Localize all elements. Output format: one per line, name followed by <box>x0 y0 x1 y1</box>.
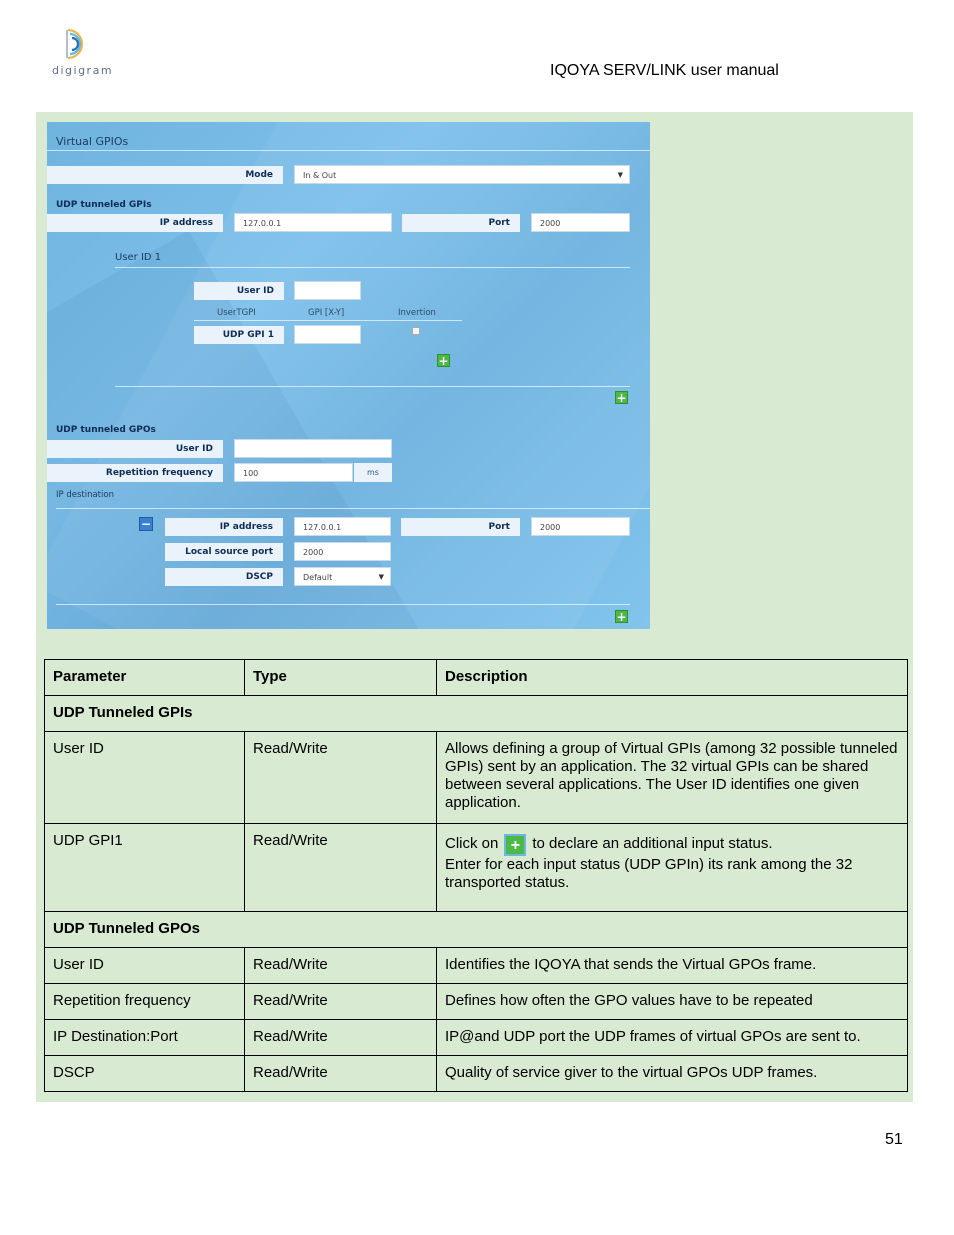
section-gpos: UDP Tunneled GPOs <box>45 912 908 948</box>
dest-port-input[interactable]: 2000 <box>531 517 630 536</box>
chevron-down-icon: ▼ <box>378 573 384 581</box>
col-gpi-range: GPI [X-Y] <box>308 308 345 318</box>
dscp-select[interactable] <box>294 567 391 586</box>
cell-param: User ID <box>45 732 245 824</box>
udp-gpi-label: UDP GPI 1 <box>194 326 284 344</box>
desc-line2: Enter for each input status (UDP GPIn) its rank among the 32 transported status. <box>445 856 853 891</box>
mode-label: Mode <box>47 166 283 184</box>
cell-type: Read/Write <box>245 984 437 1020</box>
cell-desc: Allows defining a group of Virtual GPIs (among 32 possible tunneled GPIs) sent by an application. The 32 virtual GPIs can be shared between several applications. The User ID identifies one given application. <box>437 732 908 824</box>
logo-text: digigram <box>52 64 114 77</box>
header-type: Type <box>245 660 437 696</box>
cell-desc: Defines how often the GPO values have to be repeated <box>437 984 908 1020</box>
ms-unit: ms <box>354 463 392 482</box>
parameter-table <box>44 659 908 1092</box>
cell-type: Read/Write <box>245 1056 437 1092</box>
ip-destination-title: IP destination <box>56 490 114 500</box>
dest-ip-label: IP address <box>165 518 283 536</box>
user-id-input[interactable] <box>294 281 361 300</box>
udp-gpi-input[interactable] <box>294 325 361 344</box>
table-row <box>45 824 908 912</box>
divider <box>56 508 650 509</box>
dest-ip-input[interactable]: 127.0.0.1 <box>294 517 391 536</box>
section-gpis: UDP Tunneled GPIs <box>45 696 908 732</box>
cell-param: DSCP <box>45 1056 245 1092</box>
cell-desc: IP@and UDP port the UDP frames of virtual GPOs are sent to. <box>437 1020 908 1056</box>
cell-desc: Identifies the IQOYA that sends the Virtual GPOs frame. <box>437 948 908 984</box>
panel-title: Virtual GPIOs <box>56 135 129 148</box>
gpis-section-title: UDP tunneled GPIs <box>56 200 152 210</box>
dest-port-label: Port <box>401 518 520 536</box>
dscp-value: Default <box>303 573 333 582</box>
divider <box>115 267 630 268</box>
add-destination-button[interactable]: + <box>616 610 627 624</box>
table-header-row <box>45 660 908 696</box>
virtual-gpios-screenshot <box>47 122 650 629</box>
cell-type: Read/Write <box>245 1020 437 1056</box>
logo-mark-icon <box>64 26 98 62</box>
local-source-port-label: Local source port <box>165 543 283 561</box>
mode-select[interactable] <box>294 165 630 184</box>
cell-param: Repetition frequency <box>45 984 245 1020</box>
add-user-button[interactable]: + <box>616 391 627 405</box>
header-description: Description <box>437 660 908 696</box>
gpo-user-id-input[interactable] <box>234 439 392 458</box>
gpos-section-title: UDP tunneled GPOs <box>56 425 156 435</box>
ip-address-label: IP address <box>47 214 223 232</box>
section-row <box>45 912 908 948</box>
table-row <box>45 732 908 824</box>
cell-type: Read/Write <box>245 824 437 912</box>
cell-param: IP Destination:Port <box>45 1020 245 1056</box>
repetition-frequency-input[interactable]: 100 <box>234 463 353 482</box>
table-row <box>45 1056 908 1092</box>
divider <box>47 150 650 151</box>
desc-pre: Click on <box>445 835 499 852</box>
port-label: Port <box>402 214 520 232</box>
cell-desc: Quality of service giver to the virtual GPOs UDP frames. <box>437 1056 908 1092</box>
dscp-label: DSCP <box>165 568 283 586</box>
remove-destination-button[interactable]: − <box>140 517 152 531</box>
divider <box>56 604 630 605</box>
divider <box>115 386 630 387</box>
mode-value: In & Out <box>303 171 337 180</box>
cell-param: UDP GPI1 <box>45 824 245 912</box>
invertion-checkbox[interactable] <box>412 327 420 335</box>
desc-post: to declare an additional input status. <box>532 835 773 852</box>
cell-type: Read/Write <box>245 948 437 984</box>
user-block-title: User ID 1 <box>115 252 162 263</box>
col-usertgpi: UserTGPI <box>217 308 256 318</box>
cell-desc <box>437 824 908 912</box>
local-source-port-input[interactable]: 2000 <box>294 542 391 561</box>
chevron-down-icon: ▼ <box>617 171 623 179</box>
ip-address-input[interactable]: 127.0.0.1 <box>234 213 392 232</box>
page-number: 51 <box>885 1131 903 1148</box>
cell-param: User ID <box>45 948 245 984</box>
table-row <box>45 948 908 984</box>
repetition-frequency-label: Repetition frequency <box>47 464 223 482</box>
section-row <box>45 696 908 732</box>
user-id-label: User ID <box>194 282 284 300</box>
plus-icon: + <box>504 834 526 856</box>
port-input[interactable]: 2000 <box>531 213 630 232</box>
cell-type: Read/Write <box>245 732 437 824</box>
document-title: IQOYA SERV/LINK user manual <box>550 62 779 79</box>
add-gpi-button[interactable]: + <box>438 354 449 368</box>
table-row <box>45 1020 908 1056</box>
header-parameter: Parameter <box>45 660 245 696</box>
divider <box>194 320 462 321</box>
digigram-logo <box>50 26 112 78</box>
table-row <box>45 984 908 1020</box>
col-invertion: Invertion <box>398 308 436 318</box>
gpo-user-id-label: User ID <box>47 440 223 458</box>
